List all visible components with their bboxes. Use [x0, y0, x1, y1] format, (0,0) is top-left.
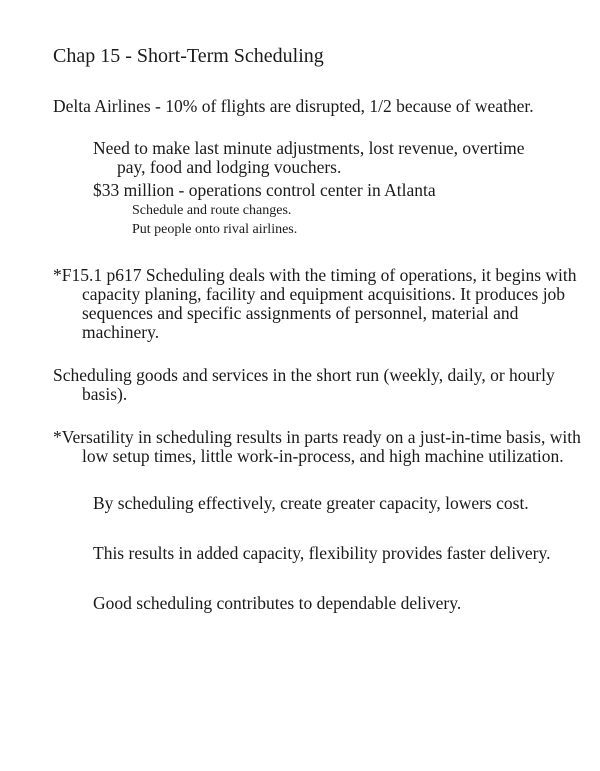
versatility-paragraph: *Versatility in scheduling results in parts ready on a just-in-time basis, with low setup times, little work-in-process, and high machine utilization. [53, 427, 581, 466]
delta-heading: Delta Airlines - 10% of flights are disrupted, 1/2 because of weather. [53, 96, 534, 116]
versatility-point-dependable: Good scheduling contributes to dependable delivery. [93, 593, 462, 613]
delta-item-rival-airlines: Put people onto rival airlines. [132, 222, 298, 237]
delta-need-text: Need to make last minute adjustments, lost revenue, overtime pay, food and lodging vouchers. [93, 138, 525, 177]
f15-paragraph: *F15.1 p617 Scheduling deals with the timing of operations, it begins with capacity planing, facility and equipment acquisitions. It produces job sequences and specific assignments of personnel, material and machinery. [53, 265, 577, 342]
versatility-point-capacity: By scheduling effectively, create greater capacity, lowers cost. [93, 493, 529, 513]
versatility-point-flexibility: This results in added capacity, flexibility provides faster delivery. [93, 543, 551, 563]
delta-item-schedule-route: Schedule and route changes. [132, 203, 292, 218]
page-title: Chap 15 - Short-Term Scheduling [53, 45, 324, 67]
short-run-paragraph: Scheduling goods and services in the short run (weekly, daily, or hourly basis). [53, 365, 555, 404]
delta-control-center-text: $33 million - operations control center in Atlanta [93, 180, 436, 200]
